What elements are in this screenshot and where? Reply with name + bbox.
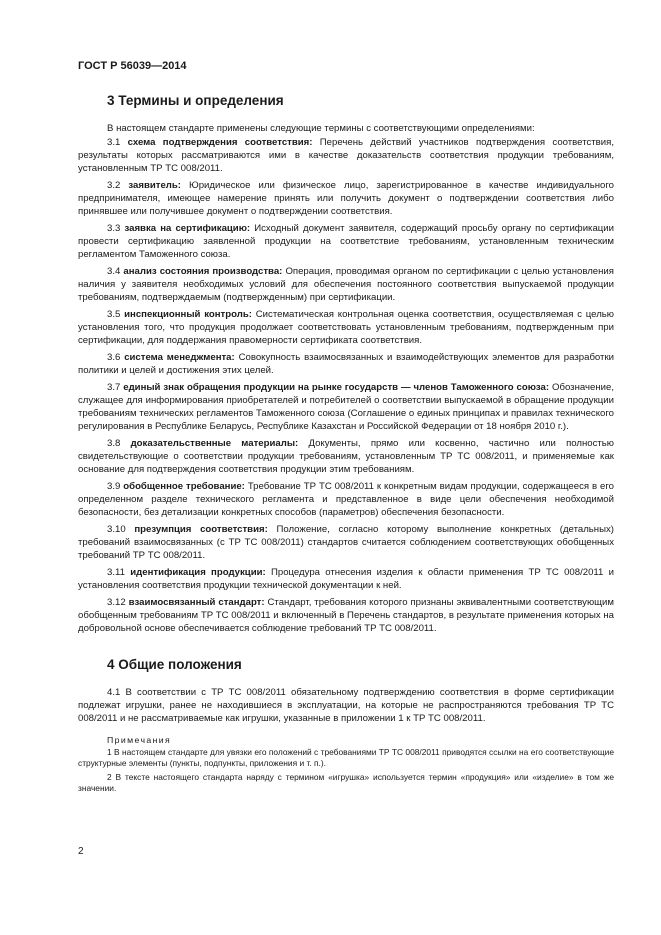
terms-list <box>78 136 614 635</box>
section-4 <box>78 657 614 794</box>
section-3-title: 3 Термины и определения <box>107 93 284 108</box>
term-name: система менеджмента: <box>124 352 235 363</box>
notes-block <box>78 734 614 794</box>
term-name: обобщенное требование: <box>123 481 245 492</box>
term-3-9: 3.9 обобщенное требование: Требование ТР ТС 008/2011 к конкретным видам продукции, содержащееся в его определенном разделе технического регламента и представленное в виде цели обеспечения необходимой безопасности, без детализации конкретных способов (параметров) обеспечения безопасности. <box>78 481 615 518</box>
term-name: идентификация продукции: <box>130 567 266 578</box>
section-3-intro: В настоящем стандарте применены следующие термины с соответствующими определениями: <box>107 123 535 134</box>
term-name: анализ состояния производства: <box>123 266 283 277</box>
document-body <box>78 93 614 796</box>
term-3-3: 3.3 заявка на сертификацию: Исходный документ заявителя, содержащий просьбу органу по сертификации провести сертификацию заявленной продукции на соответствие требованиям, установленным техническим регламентом Таможенного союза. <box>78 223 615 260</box>
term-name: доказательственные материалы: <box>130 438 299 449</box>
term-3-12: 3.12 взаимосвязанный стандарт: Стандарт, требования которого признаны эквивалентными соответствующим обобщенным требованиям ТР ТС 008/2011 и включенный в Перечень стандартов, в результате применения которых на добровольной основе обеспечивается соблюдение требований ТР ТС 008/2011. <box>78 597 614 634</box>
term-3-5: 3.5 инспекционный контроль: Систематическая контрольная оценка соответствия, осуществляемая с целью установления того, что продукция продолжает соответствовать установленным требованиям, подтвержденным при сертификации, для поддержания правомерности сертификата соответствия. <box>78 309 614 346</box>
term-3-4: 3.4 анализ состояния производства: Операция, проводимая органом по сертификации с целью установления наличия у заявителя необходимых условий для обеспечения постоянного соответствия выпускаемой продукции требованиям, подтверждаемым (подтвержденным) при сертификации. <box>78 266 614 303</box>
clause-4-1: 4.1 В соответствии с ТР ТС 008/2011 обязательному подтверждению соответствия в форме сертификации подлежат игрушки, ранее не находившиеся в эксплуатации, на которые не распространяются требования ТР ТС 008/2011 и не рассматриваемые как игрушки, указанные в приложении 1 к ТР ТС 008/2011. <box>78 687 614 724</box>
term-name: взаимосвязанный стандарт: <box>128 597 265 608</box>
page-number: 2 <box>78 846 84 857</box>
term-name: единый знак обращения продукции на рынке государств — членов Таможенного союза: <box>123 382 550 393</box>
note-2: 2 В тексте настоящего стандарта наряду с термином «игрушка» используется термин «продукция» или «изделие» в том же значении. <box>78 771 614 793</box>
term-3-6: 3.6 система менеджмента: Совокупность взаимосвязанных и взаимодействующих элементов для разработки политики и целей и достижения этих целей. <box>78 352 615 376</box>
note-1: 1 В настоящем стандарте для увязки его положений с требованиями ТР ТС 008/2011 приводятся ссылки на его соответствующие структурные элементы (пункты, подпункты, приложения и т. п.). <box>78 747 614 769</box>
notes-title: Примечания <box>107 735 172 745</box>
term-name: презумпция соответствия: <box>134 524 268 535</box>
term-3-2: 3.2 заявитель: Юридическое или физическое лицо, зарегистрированное в качестве индивидуального предпринимателя, имеющее намерение принять или получить документ о подтверждении соответствия либо принявшее или получившее документ о подтверждении соответствия. <box>78 180 614 217</box>
term-3-7: 3.7 единый знак обращения продукции на рынке государств — членов Таможенного союза: Обозначение, служащее для информирования приобретателей и потребителей о соответствии выпускаемой в обращение продукции требованиям технических регламентов Таможенного союза (Соглашение о единых принципах и правилах технического регулирования в Республике Беларусь, Республике Казахстан и Российской Федерации от 18 ноября 2010 г.). <box>78 382 614 432</box>
term-3-10: 3.10 презумпция соответствия: Положение, согласно которому выполнение конкретных (детальных) требований взаимосвязанных (с ТР ТС 008/2011) стандартов считается соблюдением соответствующих обобщенных требований ТР ТС 008/2011. <box>78 524 614 561</box>
term-name: заявитель: <box>128 180 181 191</box>
term-3-1: 3.1 схема подтверждения соответствия: Перечень действий участников подтверждения соответствия, результаты которых рассматриваются ими в качестве доказательств соответствия продукции требованиям, установленным ТР ТС 008/2011. <box>78 137 614 174</box>
term-3-8: 3.8 доказательственные материалы: Документы, прямо или косвенно, частично или полностью свидетельствующие о соответствии продукции требованиям, установленным ТР ТС 008/2011, и применяемые как основание для подтверждения соответствия продукции этим требованиям. <box>78 438 614 475</box>
term-name: заявка на сертификацию: <box>124 223 251 234</box>
document-header: ГОСТ Р 56039—2014 <box>78 60 187 72</box>
term-name: схема подтверждения соответствия: <box>127 137 313 148</box>
term-name: инспекционный контроль: <box>124 309 252 320</box>
section-4-title: 4 Общие положения <box>107 657 242 672</box>
term-3-11: 3.11 идентификация продукции: Процедура отнесения изделия к области применения ТР ТС 008/2011 и установления соответствия продукции технической документации к ней. <box>78 567 615 591</box>
